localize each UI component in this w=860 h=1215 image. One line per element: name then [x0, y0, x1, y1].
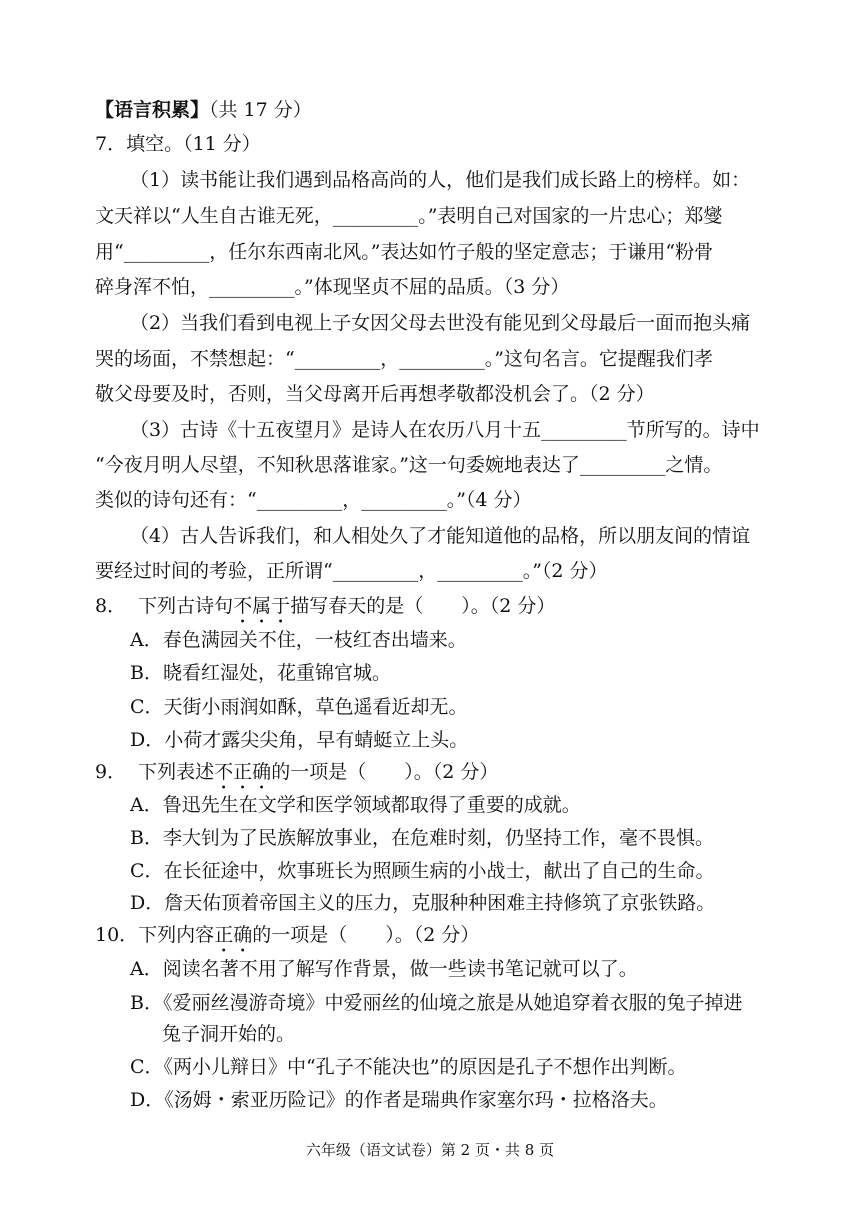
q8-stem-emphasis: 不属于 — [233, 595, 291, 617]
q9-stem-pre: 9． 下列表述 — [95, 761, 215, 783]
q10-option-d: D．《汤姆・索亚历险记》的作者是瑞典作家塞尔玛・拉格洛夫。 — [130, 1089, 668, 1111]
section-score: （共 17 分） — [209, 99, 312, 121]
q7-p1-line: 用“_________，任尔东西南北风。”表达如竹子般的坚定意志；于谦用“粉骨 — [95, 241, 714, 263]
q7-p2-line: 哭的场面，不禁想起：“_________，_________。”这句名言。它提醒我们孝 — [95, 348, 713, 370]
q10-stem-post: 的一项是（ ）。（2 分） — [252, 924, 480, 946]
q9-stem-emphasis: 不正确 — [214, 761, 272, 783]
q10-stem-pre: 10．下列内容 — [95, 924, 215, 946]
q7-p2-line: （2）当我们看到电视上子女因父母去世没有能见到父母最后一面而抱头痛 — [130, 312, 751, 334]
q10-option-b-cont: 兔子洞开始的。 — [162, 1023, 296, 1045]
question-10-stem — [95, 923, 479, 957]
q10-stem-emphasis: 正确 — [214, 924, 253, 946]
question-9-stem — [95, 760, 498, 794]
q8-stem-post: 描写春天的是（ ）。（2 分） — [290, 595, 556, 617]
q7-p3-line: （3）古诗《十五夜望月》是诗人在农历八月十五_________节所写的。诗中 — [130, 419, 760, 441]
q7-p4-line: （4）古人告诉我们，和人相处久了才能知道他的品格，所以朋友间的情谊 — [130, 525, 751, 547]
q9-option-a: A．鲁迅先生在文学和医学领域都取得了重要的成就。 — [130, 794, 581, 816]
q7-p3-line: “今夜月明人尽望，不知秋思落谁家。”这一句委婉地表达了_________之情。 — [95, 454, 723, 476]
q7-p4-line: 要经过时间的考验，正所谓“_________，_________。”（2 分） — [95, 560, 608, 582]
q7-p1-line: 碎身浑不怕，_________。”体现坚贞不屈的品质。（3 分） — [95, 276, 570, 298]
q9-option-d: D．詹天佑顶着帝国主义的压力，克服种种困难主持修筑了京张铁路。 — [130, 892, 716, 914]
q10-option-c: C．《两小儿辩日》中“孔子不能决也”的原因是孔子不想作出判断。 — [130, 1056, 687, 1078]
q8-option-a: A．春色满园关不住，一枝红杏出墙来。 — [130, 629, 467, 651]
q7-p1-line: （1）读书能让我们遇到品格高尚的人，他们是我们成长路上的榜样。如： — [130, 169, 751, 191]
section-title: 【语言积累】 — [95, 99, 210, 121]
q8-stem-pre: 8． 下列古诗句 — [95, 595, 234, 617]
q9-option-c: C．在长征途中，炊事班长为照顾生病的小战士，献出了自己的生命。 — [130, 860, 715, 882]
section-header — [95, 98, 312, 122]
q10-option-b: B．《爱丽丝漫游奇境》中爱丽丝的仙境之旅是从她追穿着衣服的兔子掉进 — [130, 992, 743, 1014]
q8-option-d: D．小荷才露尖尖角，早有蜻蜓立上头。 — [130, 729, 469, 751]
q10-option-a: A．阅读名著不用了解写作背景，做一些读书笔记就可以了。 — [130, 958, 638, 980]
q8-option-c: C．天街小雨润如酥，草色遥看近却无。 — [130, 696, 468, 718]
question-7-header: 7．填空。（11 分） — [95, 133, 261, 155]
q9-option-b: B．李大钊为了民族解放事业，在危难时刻，仍坚持工作，毫不畏惧。 — [130, 827, 714, 849]
q7-p1-line: 文天祥以“人生自古谁无死，_________。”表明自己对国家的一片忠心；郑燮 — [95, 205, 723, 227]
q8-option-b: B．晓看红湿处，花重锦官城。 — [130, 662, 391, 684]
q7-p2-line: 敬父母要及时，否则，当父母离开后再想孝敬都没机会了。（2 分） — [95, 383, 655, 405]
q9-stem-post: 的一项是（ ）。（2 分） — [271, 761, 499, 783]
question-8-stem — [95, 594, 555, 628]
page-footer: 六年级（语文试卷）第 2 页・共 8 页 — [305, 1141, 555, 1159]
q7-p3-line: 类似的诗句还有：“_________，_________。”（4 分） — [95, 489, 532, 511]
